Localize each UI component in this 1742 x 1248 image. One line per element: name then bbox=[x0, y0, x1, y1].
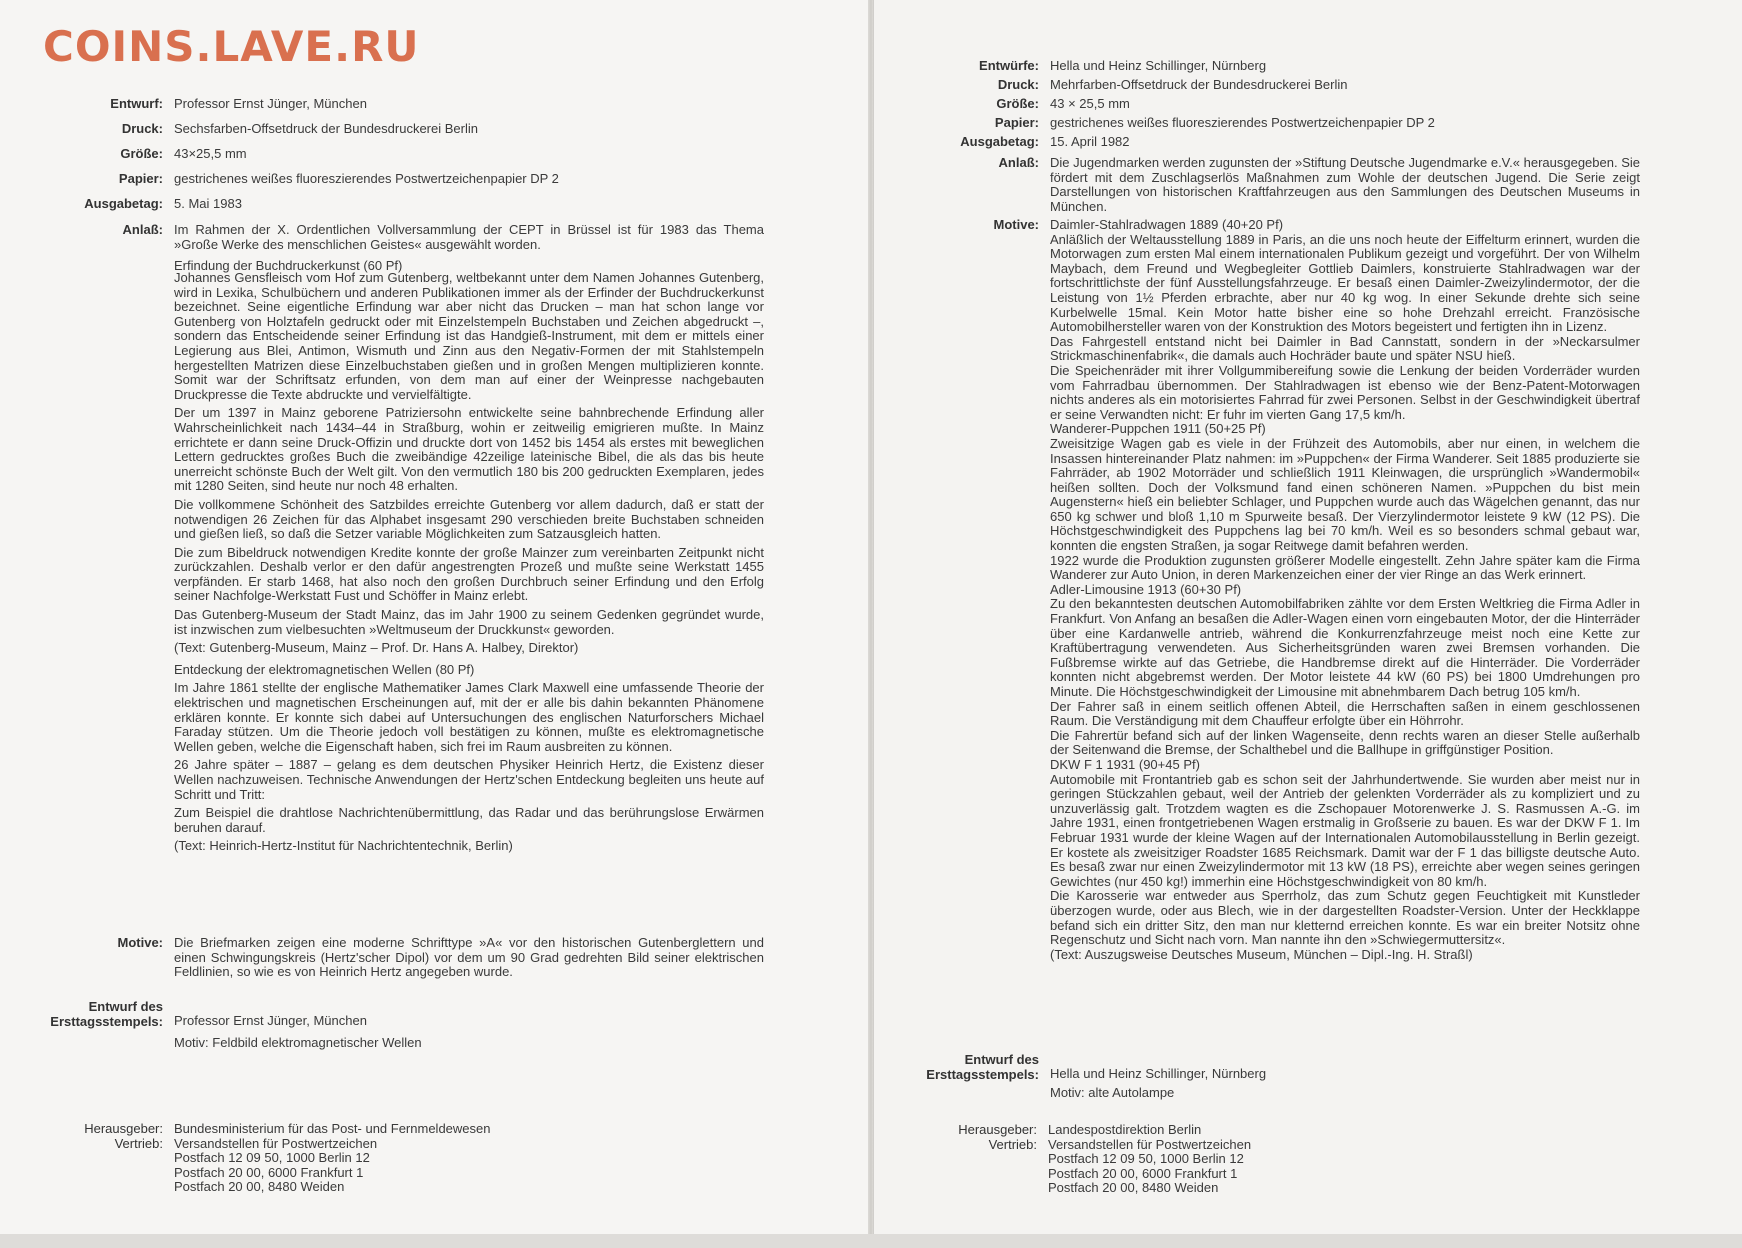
section-title-wellen: Entdeckung der elektromagnetischen Wellen (80 Pf) bbox=[174, 661, 475, 677]
motive-title-wanderer: Wanderer-Puppchen 1911 (50+25 Pf) bbox=[1050, 421, 1266, 437]
left-body-text bbox=[174, 271, 764, 854]
spec-label: Ausgabetag: bbox=[960, 133, 1039, 149]
spec-value: 43 × 25,5 mm bbox=[1050, 95, 1130, 111]
ett-label bbox=[50, 999, 163, 1029]
right-spec-entwuerfe bbox=[979, 58, 1640, 74]
spec-label: Entwürfe: bbox=[979, 58, 1039, 73]
spec-label: Druck: bbox=[121, 121, 163, 137]
source-note: (Text: Heinrich-Hertz-Institut für Nachrichtentechnik, Berlin) bbox=[174, 838, 513, 854]
motive-title-dkw: DKW F 1 1931 (90+45 Pf) bbox=[1050, 756, 1200, 772]
paragraph: Die zum Bibeldruck notwendigen Kredite konnte der große Mainzer zum vereinbarten Zeitpunkt nicht zurückzahlen. Deshalb verlor er den dafür angestrengten Prozeß und mußte seine Werkstatt 1455 verpfänden. Er starb 1468, hat also noch den großen Durchbruch seiner Erfindung und den Erfolg seiner Nachfolge-Werkstatt Fust und Schöffer in Mainz erlebt. bbox=[174, 544, 764, 604]
paragraph: Der Fahrer saß in einem seitlich offenen Abteil, die Herrschaften saßen in einem geschlossenen Raum. Die Verständigung mit dem Chauffeur erfolgte über ein Höhrrohr. bbox=[1050, 698, 1640, 729]
spec-value: 15. April 1982 bbox=[1050, 133, 1130, 149]
spec-label: Größe: bbox=[120, 146, 163, 162]
left-anlass bbox=[122, 222, 764, 274]
anlass-label: Anlaß: bbox=[122, 222, 163, 237]
source-note: (Text: Auszugsweise Deutsches Museum, München – Dipl.-Ing. H. Straßl) bbox=[1050, 946, 1473, 962]
ett-value: Professor Ernst Jünger, München bbox=[174, 1013, 367, 1028]
vertrieb-label: Vertrieb: bbox=[988, 1136, 1037, 1152]
spec-value: 43×25,5 mm bbox=[174, 146, 247, 162]
anlass-text: Im Rahmen der X. Ordentlichen Vollversammlung der CEPT in Brüssel ist für 1983 das Thema »Große Werke des menschlichen Geistes« ausgewählt worden. bbox=[174, 222, 764, 252]
right-spec-druck bbox=[997, 76, 1640, 93]
source-note: (Text: Gutenberg-Museum, Mainz – Prof. Dr. Hans A. Halbey, Direktor) bbox=[174, 640, 579, 656]
motive-label: Motive: bbox=[117, 935, 163, 950]
paragraph: Anläßlich der Weltausstellung 1889 in Paris, an die uns noch heute der Eiffelturm erinnert, wurden die Motorwagen zum ersten Mal einem internationalen Publikum gezeigt und vorgeführt. Der von Wilhelm Maybach, dem Freund und Wegbegleiter Gottlieb Daimlers, konstruierte Stahlradwagen war der fortschrittlichste der fünf Ausstellungsfahrzeuge. Er besaß einen Daimler-Zweizylindermotor, der die Leistung von 1½ Pferden erbrachte, aber nur 40 kg wog. In einer Sekunde drehte sich seine Kurbelwelle 15mal. Kein Motor hatte bisher eine so hohe Drehzahl erreicht. Französische Automobilhersteller waren von der Konstruktion des Motors begeistert und fertigten ihn in Lizenz. bbox=[1050, 231, 1640, 335]
motive-title-daimler: Daimler-Stahlradwagen 1889 (40+20 Pf) bbox=[1050, 217, 1284, 232]
right-spec-ausgabetag bbox=[960, 133, 1640, 150]
spec-value: Sechsfarben-Offsetdruck der Bundesdruckerei Berlin bbox=[174, 121, 478, 137]
paragraph: Zum Beispiel die drahtlose Nachrichtenübermittlung, das Radar und das berührungslose Erwärmen beruhen darauf. bbox=[174, 805, 764, 835]
ett-label bbox=[926, 1052, 1039, 1082]
spec-label: Ausgabetag: bbox=[84, 196, 163, 212]
paragraph: Die Karosserie war entweder aus Sperrholz, das zum Schutz gegen Feuchtigkeit mit Kunstleder überzogen wurde, oder aus Blech, wie in der dargestellten Roadster-Version. Unter der Heckklappe befand sich ein dritter Sitz, den man nur kletternd erreichen konnte. Es war ein breiter Notsitz ohne Regenschutz und Sicht nach vorn. Man nannte ihn den »Schwiegermuttersitz«. bbox=[1050, 888, 1640, 948]
paragraph: 26 Jahre später – 1887 – gelang es dem deutschen Physiker Heinrich Hertz, die Existenz dieser Wellen nachzuweisen. Technische Anwendungen der Hertz'schen Entdeckung begleiten uns heute auf Schritt und Tritt: bbox=[174, 757, 764, 802]
spec-value: gestrichenes weißes fluoreszierendes Postwertzeichenpapier DP 2 bbox=[174, 171, 559, 187]
anlass-label: Anlaß: bbox=[998, 155, 1039, 170]
section-title-gutenberg: Erfindung der Buchdruckerkunst (60 Pf) bbox=[174, 258, 403, 274]
vertrieb-line: Postfach 20 00, 6000 Frankfurt 1 bbox=[174, 1164, 364, 1180]
vertrieb-line: Postfach 12 09 50, 1000 Berlin 12 bbox=[174, 1150, 370, 1166]
left-ersttagsstempel bbox=[50, 999, 764, 1050]
publisher-label: Herausgeber: bbox=[84, 1121, 163, 1136]
right-ersttagsstempel bbox=[926, 1052, 1640, 1100]
spec-value: gestrichenes weißes fluoreszierendes Postwertzeichenpapier DP 2 bbox=[1050, 114, 1435, 130]
paragraph: Automobile mit Frontantrieb gab es schon seit der Jahrhundertwende. Sie wurden aber meist nur in geringen Stückzahlen gebaut, weil der Antrieb der gelenkten Vorderräder als zu kompliziert und zu unzuverlässig galt. Trotzdem wagten es die Zschopauer Motorenwerke J. S. Rasmussen A.-G. im Jahre 1931, einen frontgetriebenen Wagen erstmalig in Großserie zu bauen. Es war der DKW F 1. Im Februar 1931 wurde der kleine Wagen auf der Internationalen Automobilausstellung in Berlin gezeigt. Er kostete als zweisitziger Roadster 1685 Reichsmark. Damit war der F 1 das billigste deutsche Auto. Es besaß zwar nur einen Zweizylindermotor mit 13 kW (18 PS), erreichte aber wegen seines geringen Gewichtes (nur 450 kg!) immerhin eine Höchstgeschwindigkeit von 80 km/h. bbox=[1050, 771, 1640, 889]
vertrieb-line: Postfach 12 09 50, 1000 Berlin 12 bbox=[1048, 1151, 1244, 1167]
paragraph: 1922 wurde die Produktion zugunsten größerer Modelle eingestellt. Zehn Jahre später kam die Firma Wanderer zur Auto Union, in deren Markenzeichen einer der vier Ringe an das Werk erinnert. bbox=[1050, 552, 1640, 583]
scan-bottom-edge bbox=[0, 1234, 1742, 1248]
left-spec-druck bbox=[121, 121, 764, 137]
vertrieb-line: Postfach 20 00, 6000 Frankfurt 1 bbox=[1048, 1165, 1238, 1181]
spec-label: Größe: bbox=[996, 95, 1039, 111]
ett-label-line-2: Ersttagsstempels: bbox=[926, 1067, 1039, 1082]
left-specs bbox=[84, 96, 764, 222]
spec-value: Professor Ernst Jünger, München bbox=[174, 96, 367, 111]
publisher-value: Bundesministerium für das Post- und Fernmeldewesen bbox=[174, 1121, 491, 1136]
paragraph: Das Gutenberg-Museum der Stadt Mainz, das im Jahr 1900 zu seinem Gedenken gegründet wurde, ist inzwischen zum vielbesuchten »Weltmuseum der Druckkunst« geworden. bbox=[174, 607, 764, 637]
publisher-label: Herausgeber: bbox=[958, 1122, 1037, 1137]
paragraph: Der um 1397 in Mainz geborene Patriziersohn entwickelte seine bahnbrechende Erfindung aller Wahrscheinlichkeit nach 1434–44 in Straßburg, wohin er zeitweilig emigrieren mußte. In Mainz errichtete er dann seine Druck-Offizin und druckte dort von 1452 bis 1454 als erstes mit beweglichen Lettern gedrucktes großes Buch die zweibändige 42zeilige lateinische Bibel, die als das bis heute unerreicht schönste Buch der Welt gilt. Von den vermutlich 180 bis 200 gedruckten Exemplaren, jedes mit 1280 Seiten, sind heute nur noch 48 erhalten. bbox=[174, 405, 764, 494]
right-spec-papier bbox=[994, 114, 1640, 131]
spec-value: Hella und Heinz Schillinger, Nürnberg bbox=[1050, 58, 1267, 73]
vertrieb-line: Versandstellen für Postwertzeichen bbox=[1048, 1136, 1252, 1152]
right-spec-groesse bbox=[996, 95, 1640, 112]
right-anlass bbox=[998, 155, 1640, 214]
left-spec-papier bbox=[118, 171, 764, 187]
paragraph: Die Fahrertür befand sich auf der linken Wagenseite, denn rechts waren an dieser Stelle außerhalb der Seitenwand die Bremse, der Schalthebel und die Ballhupe in griffgünstiger Position. bbox=[1050, 727, 1640, 758]
left-publisher bbox=[84, 1121, 764, 1195]
ett-motiv: Motiv: Feldbild elektromagnetischer Wellen bbox=[174, 1034, 422, 1050]
spec-value: 5. Mai 1983 bbox=[174, 196, 242, 212]
anlass-text: Die Jugendmarken werden zugunsten der »Stiftung Deutsche Jugendmarke e.V.« herausgegeben. Sie fördert mit dem Zuschlagserlös Maßnahmen zum Wohle der deutschen Jugend. Die Serie zeigt Darstellungen von historischen Kraftfahrzeugen aus den Sammlungen des Deutschen Museums in München. bbox=[1050, 155, 1640, 214]
right-motive bbox=[993, 217, 1640, 962]
left-spec-ausgabetag bbox=[84, 196, 764, 212]
paragraph: Zweisitzige Wagen gab es viele in der Frühzeit des Automobils, aber nur einen, in welchem die Insassen hintereinander Platz nahmen: im »Puppchen« der Firma Wanderer. Seit 1885 produzierte sie Fahrräder, ab 1902 Motorräder und schließlich 1911 Kleinwagen, die ursprünglich »Wandermobil« heißen sollten. Doch der Volksmund fand einen schöneren Namen. »Puppchen du bist mein Augenstern« hieß ein beliebter Schlager, und Puppchen wurde auch das Wägelchen genannt, das nur 650 kg schwer und bloß 1,10 m Spurweite besaß. Der Vierzylindermotor leistete 9 kW (12 PS). Die Höchstgeschwindigkeit des Puppchens lag bei 70 km/h. Weil es so besonders schmal gebaut war, konnten die engsten Straßen, ja sogar Reitwege damit befahren werden. bbox=[1050, 435, 1640, 554]
spec-value: Mehrfarben-Offsetdruck der Bundesdruckerei Berlin bbox=[1050, 76, 1348, 92]
vertrieb-line: Versandstellen für Postwertzeichen bbox=[174, 1135, 378, 1151]
publisher-value: Landespostdirektion Berlin bbox=[1048, 1122, 1202, 1137]
ett-label-line-1: Entwurf des bbox=[964, 1052, 1039, 1067]
paragraph: Im Jahre 1861 stellte der englische Mathematiker James Clark Maxwell eine umfassende Theorie der elektrischen und magnetischen Erscheinungen auf, mit der er alle bis dahin bekannten Phänomene erklären konnte. Er konnte sich dabei auf Untersuchungen des englischen Naturforschers Michael Faraday stützen. Um die Theorie jedoch voll bestätigen zu können, mußte es elektromagnetische Wellen geben, welche die Eigenschaft haben, sich frei im Raum ausbreiten zu können. bbox=[174, 680, 764, 754]
motive-text: Die Briefmarken zeigen eine moderne Schrifttype »A« vor den historischen Gutenberglettern und einen Schwingungskreis (Hertz'scher Dipol) vor dem um 90 Grad gedrehten Bild seiner elektrischen Feldlinien, so wie es von Heinrich Hertz angegeben wurde. bbox=[174, 935, 764, 980]
spec-label: Druck: bbox=[997, 76, 1039, 92]
spec-label: Papier: bbox=[994, 114, 1039, 130]
paragraph: Die vollkommene Schönheit des Satzbildes erreichte Gutenberg vor allem dadurch, daß er statt der notwendigen 26 Zeichen für das Alphabet insgesamt 290 verschieden breite Buchstaben schneiden und gießen ließ, so daß die Setzer variable Möglichkeiten zum Satzausgleich hatten. bbox=[174, 496, 764, 542]
left-spec-groesse bbox=[120, 146, 764, 162]
motive-title-adler: Adler-Limousine 1913 (60+30 Pf) bbox=[1050, 581, 1242, 597]
paragraph: Johannes Gensfleisch vom Hof zum Gutenberg, weltbekannt unter dem Namen Johannes Gutenberg, wird in Lexika, Schulbüchern und anderen Publikationen immer als der Erfinder der Buchdruckerkunst bezeichnet. Seine eigentliche Erfindung war aber nicht das Drucken – man hat schon lange vor Gutenberg von Holztafeln gedruckt oder mit Einzelstempeln Buchstaben und Zeichen abgedruckt –, sondern das Entscheidende seiner Erfindung ist das Handgieß-Instrument, mit dem er mittels einer Legierung aus Blei, Antimon, Wismuth und Zinn aus den Negativ-Formen der mit Stahlstempeln hergestellten Matrizen diese Einzelbuchstaben gießen und in großen Mengen multiplizieren konnte. Somit war der Schriftsatz erfunden, von dem man auf einer der Weinpresse nachgebauten Druckpresse die Texte abdruckte und vervielfältigte. bbox=[174, 270, 764, 402]
ett-label-line-2: Ersttagsstempels: bbox=[50, 1014, 163, 1029]
ett-label-line-1: Entwurf des bbox=[88, 999, 163, 1014]
paragraph: Das Fahrgestell entstand nicht bei Daimler in Bad Cannstatt, sondern in der »Neckarsulmer Strickmaschinenfabrik«, die damals auch Hochräder baute und später NSU hieß. bbox=[1050, 333, 1640, 364]
paragraph: Die Speichenräder mit ihrer Vollgummibereifung sowie die Lenkung der beiden Vorderräder wurden vom Fahrradbau übernommen. Der Stahlradwagen ist ebenso wie der Benz-Patent-Motorwagen nichts anderes als ein motorisiertes Fahrrad für zwei Personen. Selbst in der Geschwindigkeit übertraf er seine Verwandten nicht: Er fuhr im vierten Gang 17,5 km/h. bbox=[1050, 362, 1640, 422]
left-spec-entwurf bbox=[110, 96, 764, 112]
ett-motiv: Motiv: alte Autolampe bbox=[1050, 1084, 1175, 1100]
spec-label: Papier: bbox=[118, 171, 163, 187]
right-specs bbox=[960, 58, 1640, 154]
paragraph: Zu den bekanntesten deutschen Automobilfabriken zählte vor dem Ersten Weltkrieg die Firma Adler in Frankfurt. Von Anfang an besaßen die Adler-Wagen einen vorn eingebauten Motor, der die Hinterräder über eine Kardanwelle antrieb, während die Konkurrenzfahrzeuge meist noch eine Kette zur Kraftübertragung verwendeten. Aus Sicherheitsgründen waren zwei Bremsen vorhanden. Die Fußbremse wirkte auf das Getriebe, die Handbremse direkt auf die Hinterräder. Die Vorderräder konnten nicht abgebremst werden. Der Motor leistete 44 kW (60 PS) bei 1800 Umdrehungen pro Minute. Die Höchstgeschwindigkeit der Limousine mit abnehmbarem Dach betrug 105 km/h. bbox=[1050, 596, 1640, 699]
ett-value: Hella und Heinz Schillinger, Nürnberg bbox=[1050, 1066, 1267, 1081]
vertrieb-label: Vertrieb: bbox=[114, 1135, 163, 1151]
watermark-logo: COINS.LAVE.RU bbox=[43, 22, 420, 71]
vertrieb-line: Postfach 20 00, 8480 Weiden bbox=[1048, 1180, 1219, 1196]
right-publisher bbox=[958, 1122, 1638, 1196]
left-motive bbox=[117, 935, 764, 980]
spec-label: Entwurf: bbox=[110, 96, 163, 111]
motive-label: Motive: bbox=[993, 217, 1039, 232]
vertrieb-line: Postfach 20 00, 8480 Weiden bbox=[174, 1179, 345, 1195]
